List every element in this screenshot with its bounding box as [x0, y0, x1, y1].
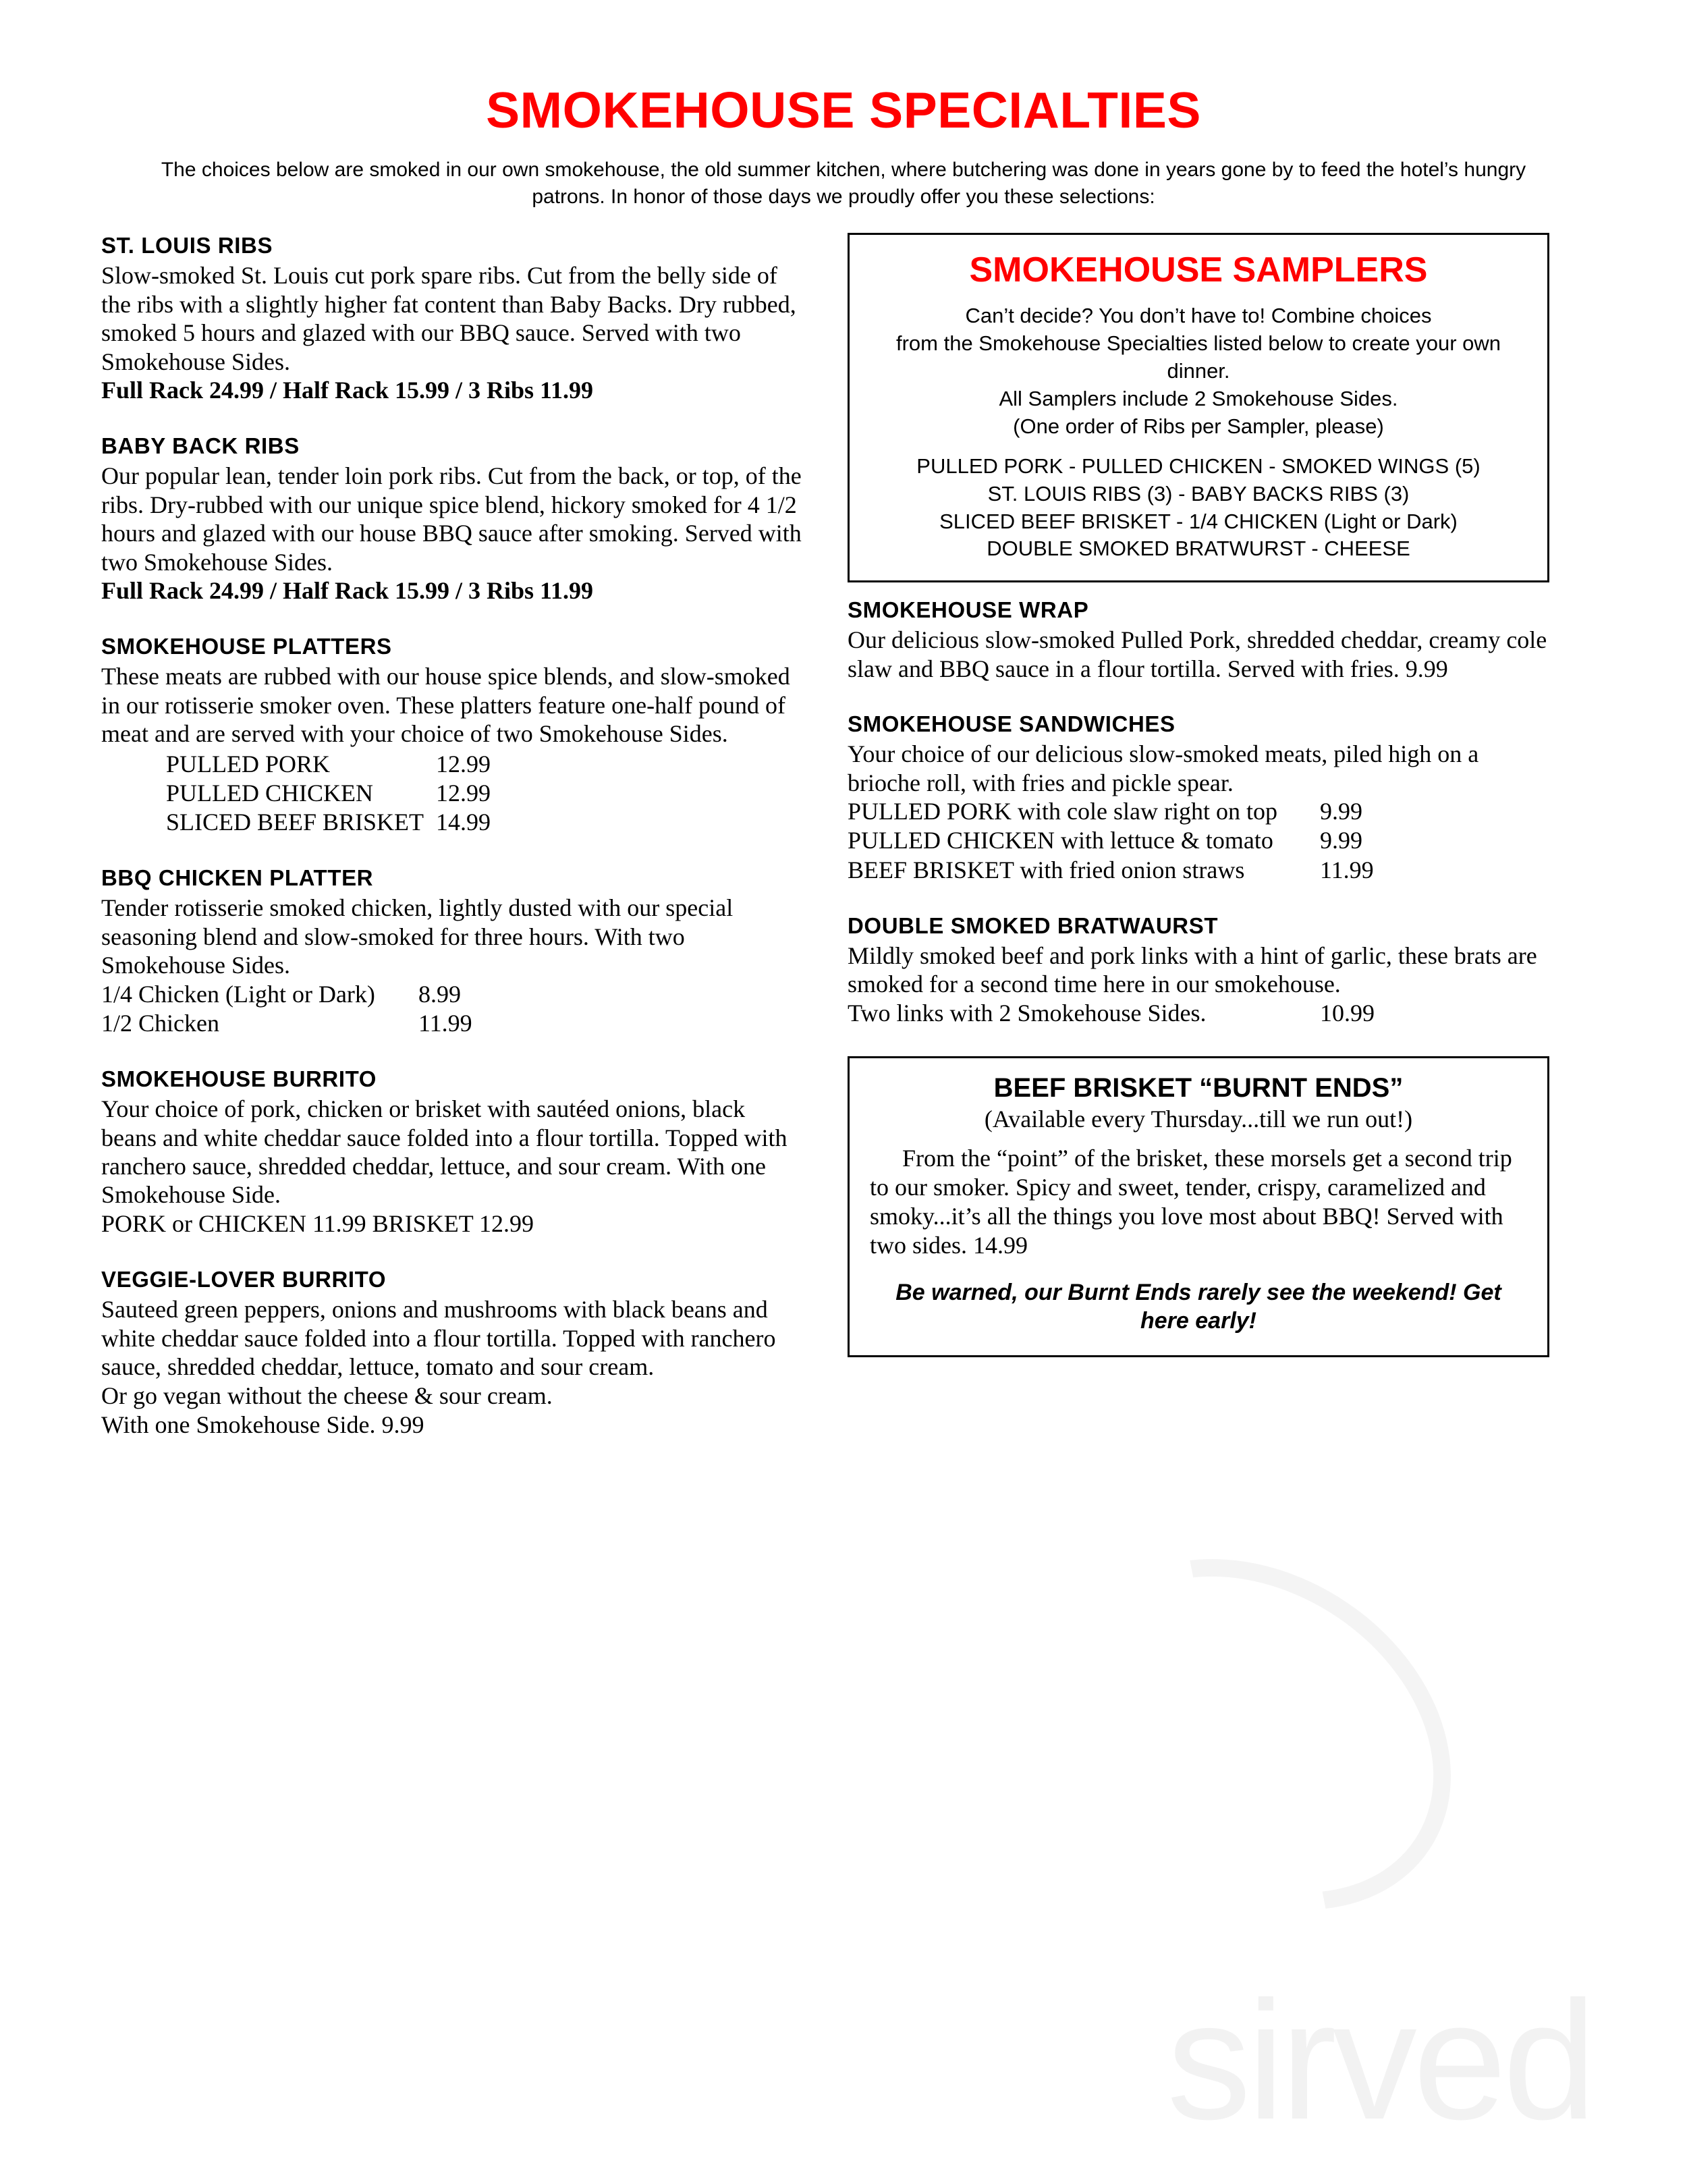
section-prices: Full Rack 24.99 / Half Rack 15.99 / 3 Ribs 11.99	[101, 577, 594, 605]
section-description: Slow-smoked St. Louis cut pork spare ribs. Cut from the belly side of the ribs with a slightly higher fat content than Baby Backs. Dry rubbed, smoked 5 hours and glazed with our BBQ sauce. Served with two Smokehouse Sides.	[101, 262, 796, 375]
item-name: 1/2 Chicken	[101, 1009, 219, 1037]
table-row	[166, 750, 571, 779]
section-smokehouse-platters	[101, 634, 803, 837]
sampler-option: ST. LOUIS RIBS (3) - BABY BACKS RIBS (3)	[987, 481, 1410, 506]
section-heading: BABY BACK RIBS	[101, 433, 300, 459]
section-heading: ST. LOUIS RIBS	[101, 233, 273, 258]
section-smokehouse-sandwiches	[848, 711, 1549, 885]
box-title: SMOKEHOUSE SAMPLERS	[969, 250, 1428, 290]
section-st-louis-ribs	[101, 233, 803, 405]
section-veggie-lover-burrito	[101, 1267, 803, 1440]
item-price: 11.99	[418, 1009, 472, 1037]
list-item	[848, 856, 1549, 885]
section-heading: SMOKEHOUSE WRAP	[848, 597, 1089, 623]
box-description: From the “point” of the brisket, these morsels get a second trip to our smoker. Spicy and sweet, tender, crispy, caramelized and smoky...it’s all the things you love most about BBQ! Served with two sides. 14.99	[870, 1144, 1512, 1259]
item-name: Two links with 2 Smokehouse Sides.	[848, 999, 1207, 1027]
two-column-layout	[101, 233, 1586, 1440]
section-description: Your choice of pork, chicken or brisket with sautéed onions, black beans and white cheddar sauce folded into a flour tortilla. Topped with ranchero sauce, shredded cheddar, lettuce, and sour cream. With one Smokehouse Side.	[101, 1095, 787, 1209]
box-line: (One order of Ribs per Sampler, please)	[1013, 414, 1384, 438]
platter-item-table	[166, 750, 571, 838]
section-heading: SMOKEHOUSE PLATTERS	[101, 634, 392, 659]
section-heading: SMOKEHOUSE BURRITO	[101, 1066, 377, 1092]
table-row	[166, 808, 571, 837]
list-item	[101, 1009, 803, 1038]
list-item	[101, 980, 803, 1009]
box-line: Can’t decide? You don’t have to! Combine choices	[965, 304, 1432, 328]
section-double-smoked-bratwurst	[848, 913, 1549, 1028]
burnt-ends-box	[848, 1056, 1549, 1357]
box-title: BEEF BRISKET “BURNT ENDS”	[993, 1072, 1404, 1103]
item-price: 12.99	[436, 779, 491, 807]
box-line: All Samplers include 2 Smokehouse Sides.	[999, 386, 1398, 410]
item-price: 14.99	[436, 809, 491, 836]
item-name: 1/4 Chicken (Light or Dark)	[101, 980, 375, 1008]
section-prices: With one Smokehouse Side. 9.99	[101, 1411, 424, 1438]
section-heading: VEGGIE-LOVER BURRITO	[101, 1267, 387, 1292]
section-description: Sauteed green peppers, onions and mushrooms with black beans and white cheddar sauce folded into a flour tortilla. Topped with ranchero sauce, shredded cheddar, lettuce, tomato and sour cream.	[101, 1296, 776, 1381]
list-item	[848, 999, 1549, 1028]
box-warning: Be warned, our Burnt Ends rarely see the weekend! Get here early!	[895, 1279, 1501, 1334]
item-price: 12.99	[436, 750, 491, 777]
watermark-swoosh-decoration	[997, 1487, 1518, 1982]
section-description: Your choice of our delicious slow-smoked meats, piled high on a brioche roll, with fries and pickle spear.	[848, 740, 1479, 796]
watermark-text: sirved	[1167, 1966, 1593, 2154]
section-bbq-chicken-platter	[101, 865, 803, 1038]
item-price: 11.99	[1320, 856, 1374, 883]
section-heading: BBQ CHICKEN PLATTER	[101, 865, 374, 891]
sampler-option: DOUBLE SMOKED BRATWURST - CHEESE	[987, 537, 1410, 561]
item-name: BEEF BRISKET with fried onion straws	[848, 856, 1245, 883]
item-price: 9.99	[1320, 827, 1362, 854]
list-item	[848, 797, 1549, 826]
section-prices: Full Rack 24.99 / Half Rack 15.99 / 3 Ribs 11.99	[101, 377, 594, 404]
box-subtitle: (Available every Thursday...till we run out!)	[984, 1105, 1413, 1132]
item-name: PULLED PORK	[166, 750, 331, 777]
box-line: from the Smokehouse Specialties listed below to create your own dinner.	[895, 331, 1501, 383]
list-item	[848, 826, 1549, 855]
item-name: PULLED CHICKEN	[166, 779, 373, 807]
sampler-option: SLICED BEEF BRISKET - 1/4 CHICKEN (Light or Dark)	[939, 509, 1458, 533]
menu-content	[101, 81, 1586, 1440]
section-description: These meats are rubbed with our house spice blends, and slow-smoked in our rotisserie smoker oven. These platters feature one-half pound of meat and are served with your choice of two Smokehouse Sides.	[101, 663, 790, 748]
section-baby-back-ribs	[101, 433, 803, 605]
right-column	[848, 233, 1549, 1357]
section-smokehouse-burrito	[101, 1066, 803, 1238]
item-price: 10.99	[1320, 999, 1375, 1027]
item-name: PULLED CHICKEN with lettuce & tomato	[848, 827, 1273, 854]
section-description: Our popular lean, tender loin pork ribs. Cut from the back, or top, of the ribs. Dry-rubbed with our unique spice blend, hickory smoked for 4 1/2 hours and glazed with our house BBQ sauce after smoking. Served with two Smokehouse Sides.	[101, 462, 802, 576]
item-name: PULLED PORK with cole slaw right on top	[848, 798, 1277, 825]
section-description: Tender rotisserie smoked chicken, lightly dusted with our special seasoning blend and slow-smoked for three hours. With two Smokehouse Sides.	[101, 894, 734, 979]
section-description: Mildly smoked beef and pork links with a hint of garlic, these brats are smoked for a second time here in our smokehouse.	[848, 941, 1537, 998]
page-intro-text: The choices below are smoked in our own smokehouse, the old summer kitchen, where butchering was done in years gone by to feed the hotel’s hungry patrons. In honor of those days we proudly offer you these selections:	[161, 159, 1526, 208]
smokehouse-samplers-box	[848, 233, 1549, 582]
item-price: 9.99	[1320, 798, 1362, 825]
section-description: Our delicious slow-smoked Pulled Pork, shredded cheddar, creamy cole slaw and BBQ sauce in a flour tortilla. Served with fries. 9.99	[848, 626, 1547, 682]
page-title: SMOKEHOUSE SPECIALTIES	[486, 82, 1201, 138]
section-prices: PORK or CHICKEN 11.99 BRISKET 12.99	[101, 1209, 534, 1237]
item-name: SLICED BEEF BRISKET	[166, 809, 424, 836]
section-heading: SMOKEHOUSE SANDWICHES	[848, 711, 1176, 737]
left-column	[101, 233, 803, 1440]
item-price: 8.99	[418, 980, 461, 1008]
section-smokehouse-wrap	[848, 597, 1549, 683]
table-row	[166, 779, 571, 808]
section-note: Or go vegan without the cheese & sour cream.	[101, 1382, 553, 1409]
section-heading: DOUBLE SMOKED BRATWAURST	[848, 912, 1219, 938]
sampler-option: PULLED PORK - PULLED CHICKEN - SMOKED WINGS (5)	[916, 454, 1481, 478]
